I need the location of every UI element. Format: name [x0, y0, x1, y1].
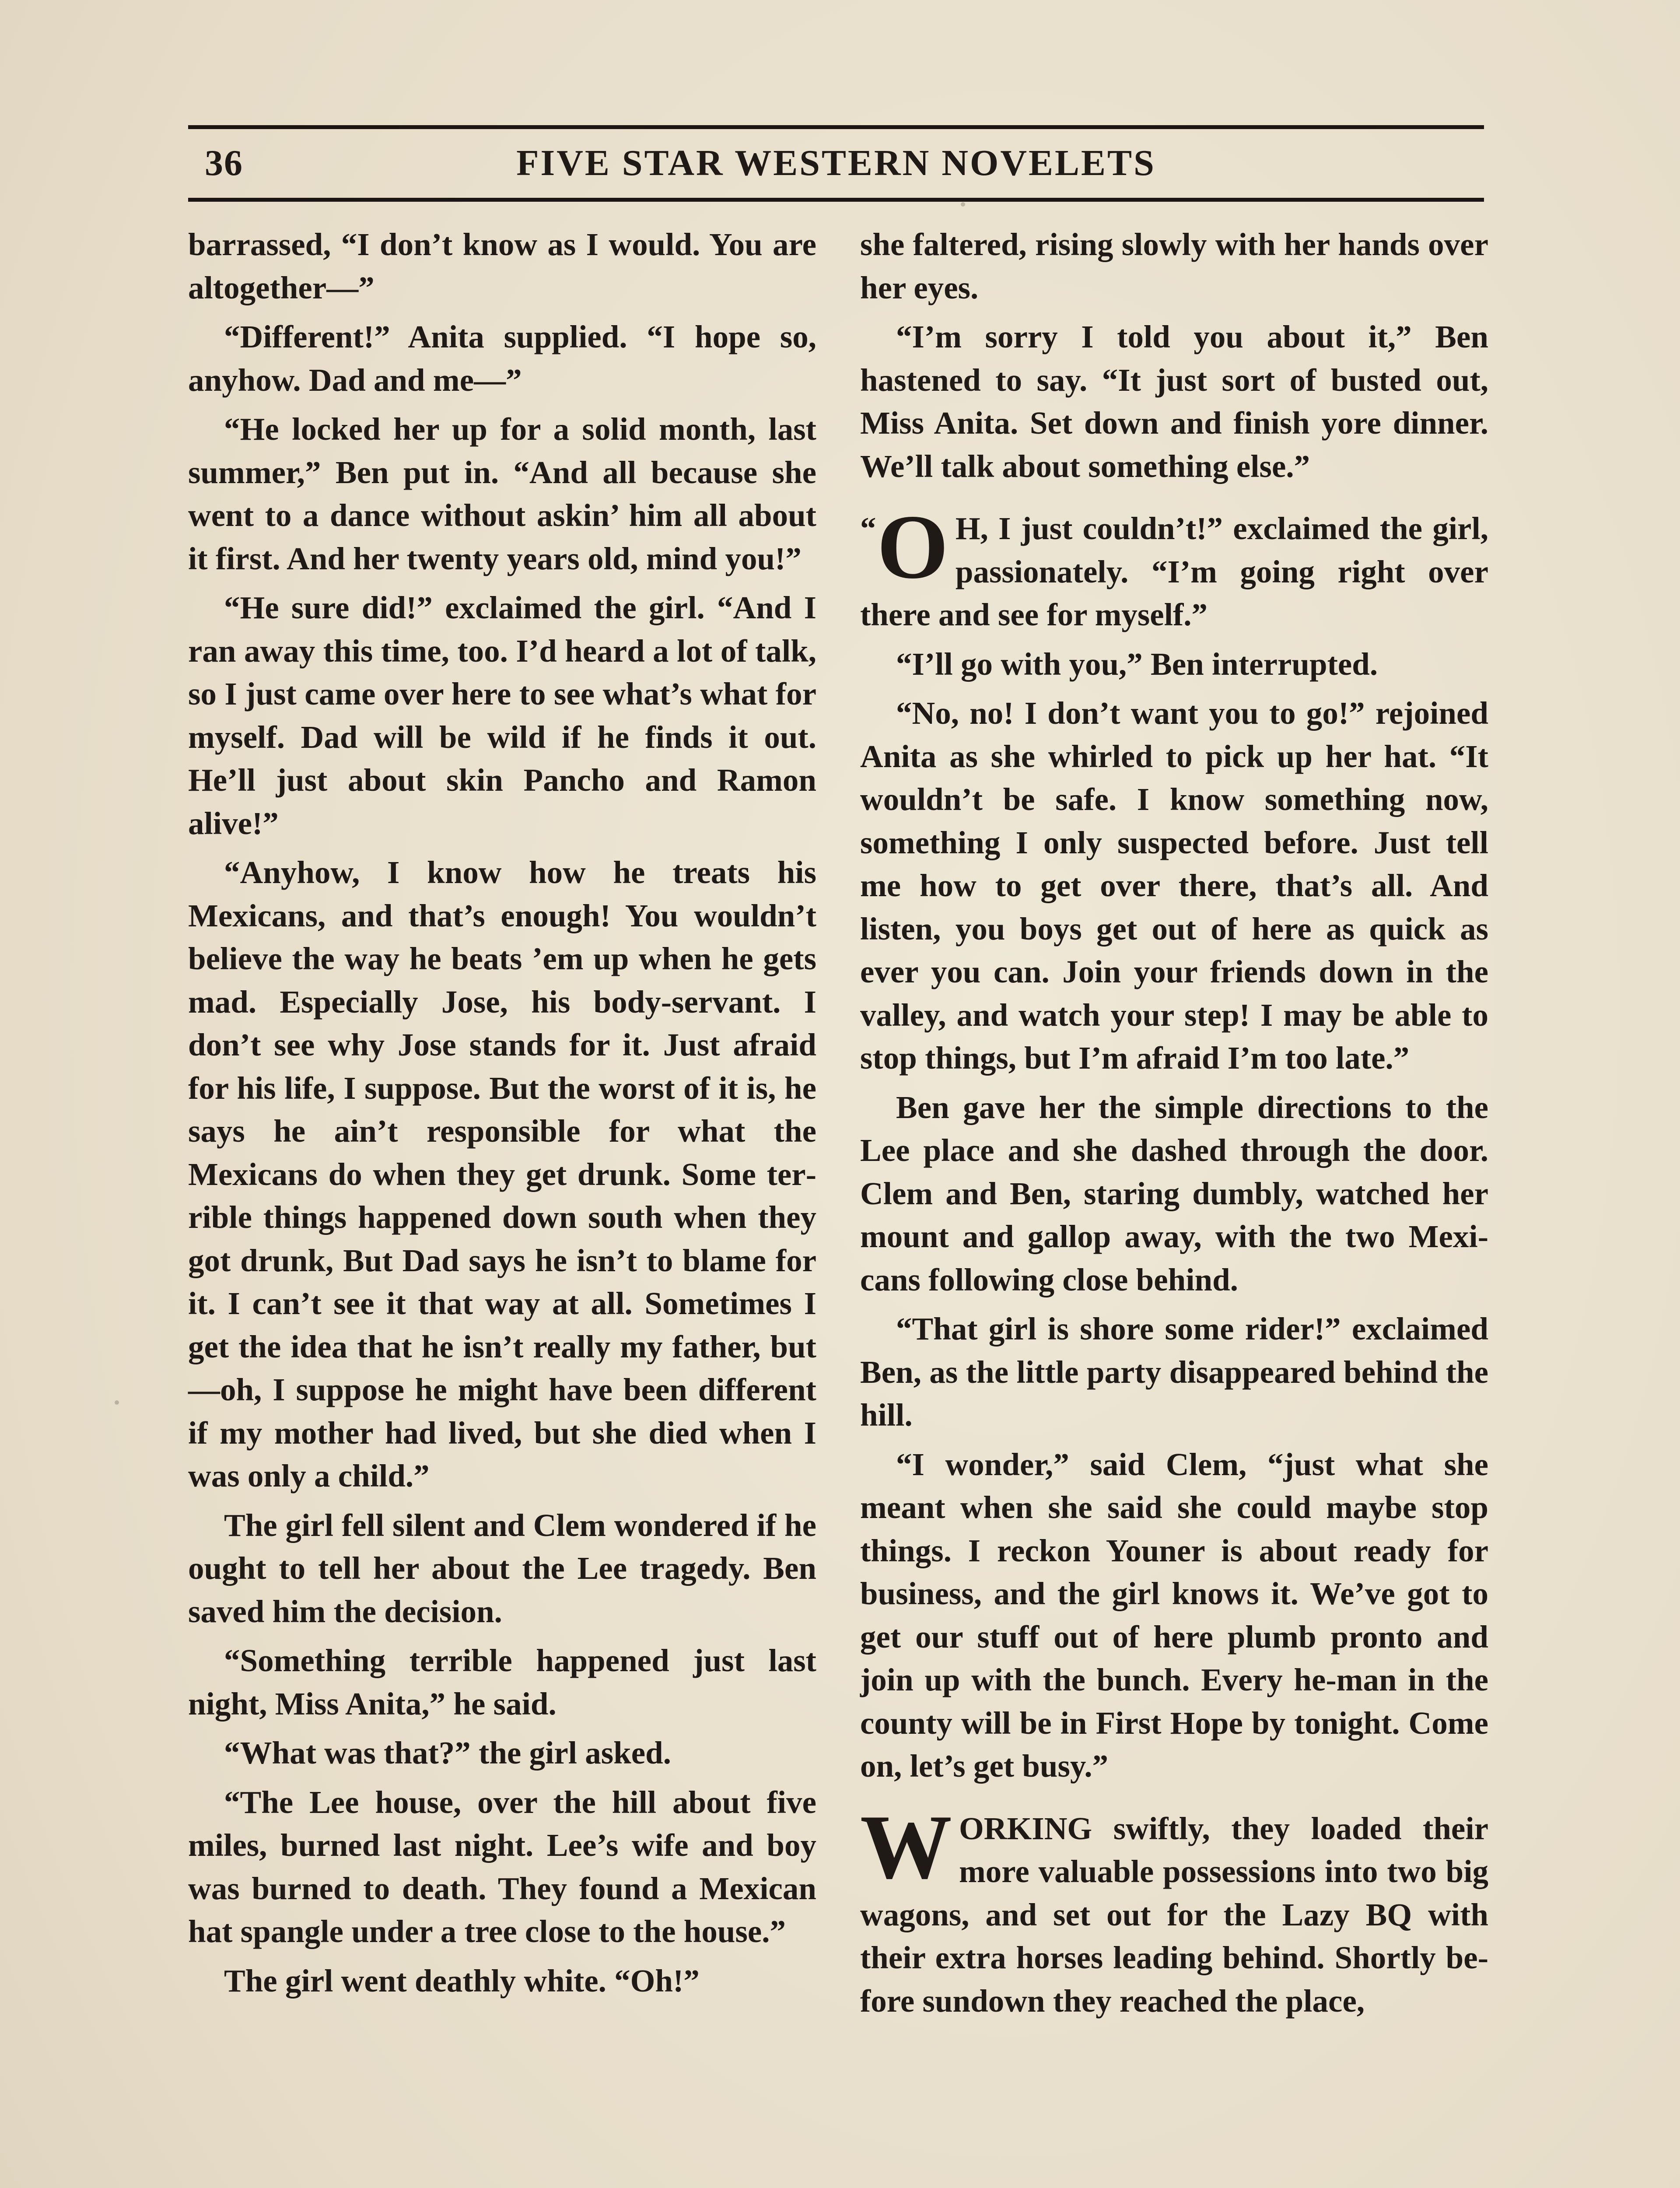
- header-rule-bottom: [188, 198, 1484, 202]
- paragraph: “What was that?” the girl asked.: [224, 1735, 672, 1771]
- paragraph: “The Lee house, over the hill about five miles, burned last night. Lee’s wife and boy was burned to death. They found a Mexican hat spangle under a tree close to the house.”: [188, 1784, 816, 1949]
- header-rule-top: [188, 125, 1484, 129]
- section-opening-paragraph: [860, 496, 1488, 637]
- paper-speck: [961, 202, 965, 207]
- paragraph: “He locked her up for a solid month, last summer,” Ben put in. “And all because she went to a dance without askin’ him all about it first. And her twenty years old, mind you!”: [188, 411, 816, 576]
- page-number: 36: [205, 143, 243, 183]
- paragraph: “I wonder,” said Clem, “just what she meant when she said she could maybe stop things. I reckon Youner is about ready for business, and the girl knows it. We’ve got to get our stuff out of here plumb pronto and join up with the bunch. Every he-man in the county will be in First Hope by tonight. Come on, let’s get busy.”: [860, 1446, 1488, 1784]
- paragraph: “No, no! I don’t want you to go!” rejoined Anita as she whirled to pick up her hat. “It wouldn’t be safe. I know something now, something I only suspected before. Just tell me how to get over there, that’s all. And listen, you boys get out of here as quick as ever you can. Join your friends down in the valley, and watch your step! I may be able to stop things, but I’m afraid I’m too late.”: [860, 695, 1488, 1076]
- page-header: [188, 131, 1484, 197]
- paragraph: “He sure did!” exclaimed the girl. “And I ran away this time, too. I’d heard a lot of talk, so I just came over here to see what’s what for myself. Dad will be wild if he finds it out. He’ll just about skin Pancho and Ramon alive!”: [188, 590, 816, 841]
- paragraph: “Anyhow, I know how he treats his Mexicans, and that’s enough! You wouldn’t believe the way he beats ’em up when he gets mad. Especially Jose, his body-servant. I don’t see why Jose stands for it. Just afraid for his life, I suppose. But the worst of it is, he says he ain’t responsible for what the Mexicans do when they get drunk. Some terrible things happened down south when they got drunk, But Dad says he isn’t to blame for it. I can’t see it that way at all. Sometimes I get the idea that he isn’t really my father, but—oh, I suppose he might have been different if my mother had lived, but she died when I was only a child.”: [188, 855, 816, 1494]
- paragraph: “That girl is shore some rider!” exclaimed Ben, as the little party disappeared behind the hill.: [860, 1311, 1488, 1433]
- paragraph: “Something terrible happened just last night, Miss Anita,” he said.: [188, 1643, 816, 1722]
- right-column: [860, 223, 1488, 2029]
- paragraph: “Different!” Anita supplied. “I hope so, anyhow. Dad and me—”: [188, 319, 816, 398]
- paragraph-text: H, I just couldn’t!” exclaimed the girl, passionately. “I’m going right over there and see for myself.”: [860, 511, 1488, 632]
- opening-quote: “: [860, 511, 876, 546]
- running-title: FIVE STAR WESTERN NOVELETS: [516, 143, 1156, 183]
- paper-speck: [115, 1400, 119, 1405]
- paragraph: “I’ll go with you,” Ben interrupted.: [896, 646, 1378, 682]
- paragraph-text: ORKING swiftly, they loaded their more valuable possessions into two big wagons, and set out for the Lazy BQ with their extra horses leading behind. Shortly before sundown they reached the place,: [860, 1810, 1488, 2019]
- paragraph: “I’m sorry I told you about it,” Ben hastened to say. “It just sort of busted out, Miss Anita. Set down and finish yore dinner. We’ll talk about something else.”: [860, 319, 1488, 484]
- drop-cap-letter: O: [877, 496, 948, 598]
- paragraph: The girl went deathly white. “Oh!”: [224, 1963, 700, 1999]
- section-opening-paragraph: [860, 1796, 1488, 2023]
- paragraph: The girl fell silent and Clem wondered if he ought to tell her about the Lee tragedy. Ben saved him the decision.: [188, 1507, 816, 1629]
- paragraph: barrassed, “I don’t know as I would. You are altogether—”: [188, 227, 816, 305]
- paragraph: she faltered, rising slowly with her hands over her eyes.: [860, 227, 1488, 305]
- drop-cap-letter: W: [860, 1796, 952, 1898]
- left-column: [188, 223, 816, 2009]
- paragraph: Ben gave her the simple directions to the Lee place and she dashed through the door. Clem and Ben, staring dumbly, watched her mount and gallop away, with the two Mexicans following close behind.: [860, 1089, 1488, 1297]
